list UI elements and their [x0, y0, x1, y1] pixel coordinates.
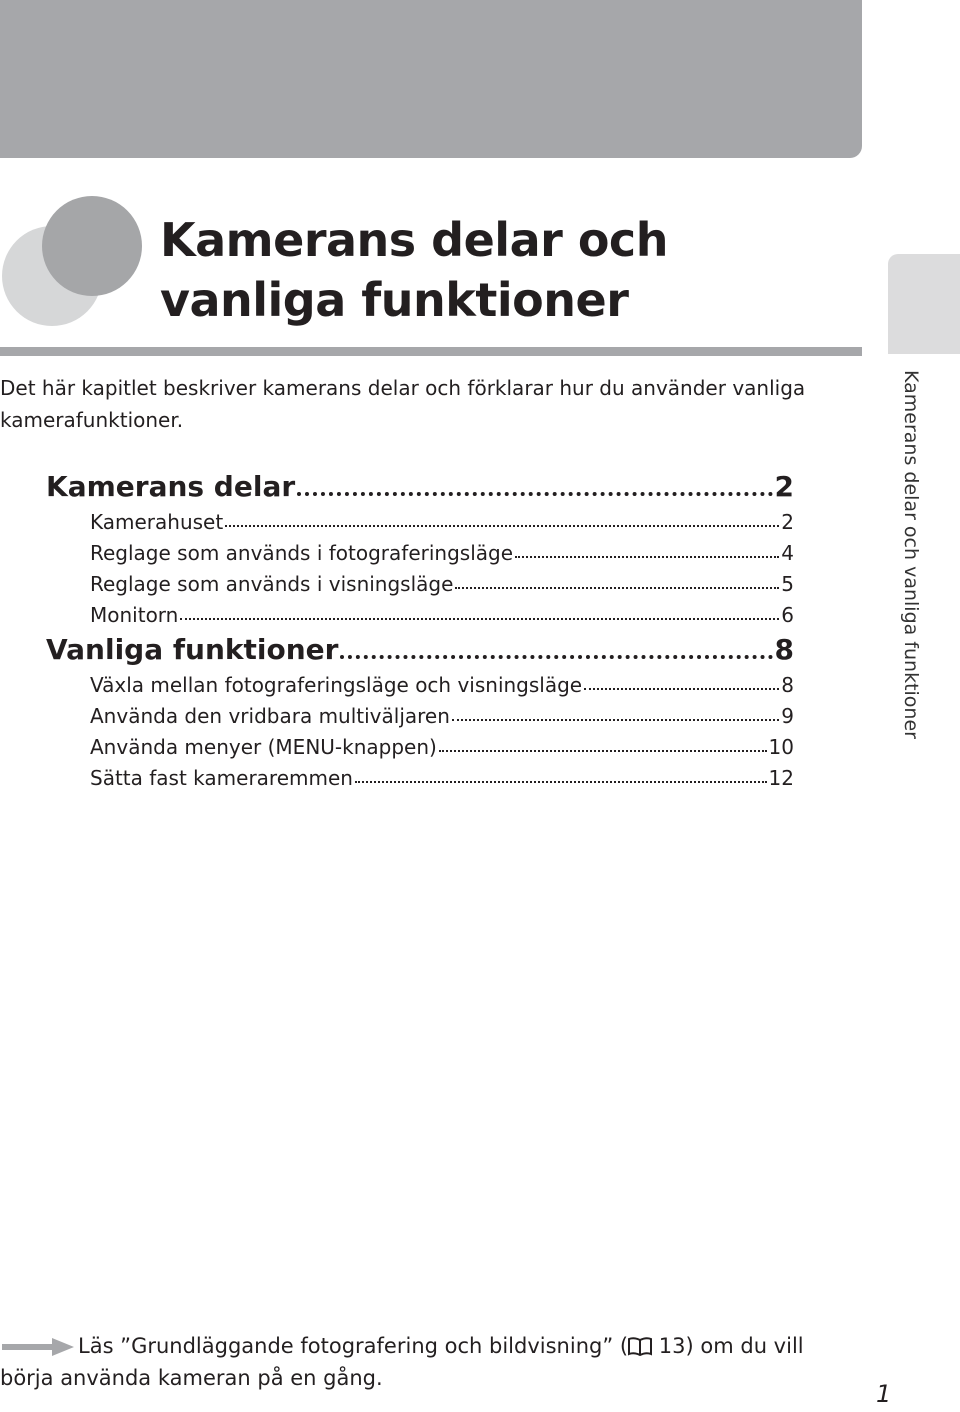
footer-note	[0, 1330, 860, 1394]
toc-page-number: 6	[781, 603, 794, 627]
toc-item-label: Monitorn	[90, 603, 179, 627]
toc-item-label: Använda den vridbara multiväljaren	[90, 704, 450, 728]
toc-page-number: 2	[774, 470, 794, 503]
toc-leader	[340, 655, 772, 659]
toc-page-number: 12	[768, 766, 794, 790]
toc-section-label: Vanliga funktioner	[46, 633, 339, 666]
chapter-intro: Det här kapitlet beskriver kamerans delar och förklarar hur du använder vanliga kamerafunktioner.	[0, 376, 806, 432]
footer-text-before: Läs ”Grundläggande fotografering och bildvisning” (	[78, 1334, 629, 1358]
toc-item[interactable]	[90, 603, 794, 627]
page-number: 1	[876, 1380, 892, 1408]
toc-item-label: Växla mellan fotograferingsläge och visningsläge	[90, 673, 583, 697]
footer-ref-page[interactable]: 13	[658, 1334, 686, 1358]
toc-item-label: Reglage som används i visningsläge	[90, 572, 454, 596]
toc-item-label: Reglage som används i fotograferingsläge	[90, 541, 514, 565]
toc-page-number: 9	[781, 704, 794, 728]
toc-item[interactable]	[90, 766, 794, 790]
top-banner	[0, 0, 862, 158]
toc-leader	[355, 781, 767, 783]
toc-item[interactable]	[90, 572, 794, 596]
toc-item[interactable]	[90, 510, 794, 534]
toc-page-number: 8	[774, 633, 794, 666]
toc-leader	[297, 492, 772, 496]
decorative-circle-dark	[42, 196, 142, 296]
side-tab[interactable]	[888, 254, 960, 354]
toc-section-kamerans-delar[interactable]	[46, 470, 794, 503]
toc-page-number: 4	[781, 541, 794, 565]
toc-item[interactable]	[90, 735, 794, 759]
toc-leader	[439, 750, 767, 752]
toc-page-number: 10	[768, 735, 794, 759]
toc-item-label: Kamerahuset	[90, 510, 224, 534]
toc-page-number: 2	[781, 510, 794, 534]
toc-leader	[452, 719, 779, 721]
toc-page-number: 8	[781, 673, 794, 697]
toc-leader	[515, 556, 779, 558]
chapter-title: Kamerans delar och vanliga funktioner	[160, 213, 668, 327]
toc-section-label: Kamerans delar	[46, 470, 296, 503]
toc-item-label: Använda menyer (MENU-knappen)	[90, 735, 437, 759]
toc-leader	[225, 525, 779, 527]
toc-section-vanliga-funktioner[interactable]	[46, 633, 794, 666]
toc-page-number: 5	[781, 572, 794, 596]
side-chapter-label: Kamerans delar och vanliga funktioner	[900, 370, 922, 739]
toc-item[interactable]	[90, 541, 794, 565]
toc-leader	[455, 587, 779, 589]
toc-leader	[584, 688, 779, 690]
toc-item[interactable]	[90, 704, 794, 728]
toc-item[interactable]	[90, 673, 794, 697]
book-icon	[628, 1336, 652, 1356]
toc-leader	[180, 618, 779, 620]
toc-item-label: Sätta fast kameraremmen	[90, 766, 353, 790]
title-divider	[0, 347, 862, 356]
footer-text-after: ) om du vill börja använda kameran på en gång.	[0, 1334, 804, 1390]
